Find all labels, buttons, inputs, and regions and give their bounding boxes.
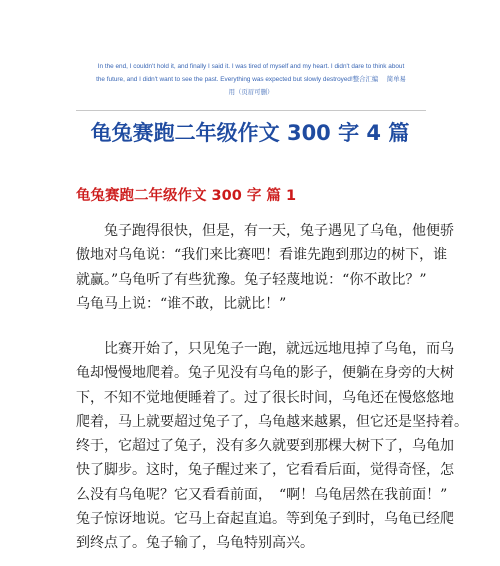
paragraph-2 bbox=[76, 337, 468, 556]
paragraph-line: 终于，它超过了兔子，没有多久就要到那棵大树下了，乌龟加 bbox=[76, 438, 454, 455]
paragraph-line: 傲地对乌龟说：“我们来比赛吧！看谁先跑到那边的树下，谁 bbox=[76, 247, 448, 264]
paragraph-1 bbox=[76, 219, 454, 316]
paragraph-line: 乌龟马上说：“谁不敢，比就比！” bbox=[76, 295, 287, 312]
paragraph-line: 快了脚步。这时，兔子醒过来了，它看看后面，觉得奇怪，怎 bbox=[76, 462, 454, 479]
header-line-2-chinese: 整合汇编 简单易 bbox=[352, 75, 406, 83]
page-header bbox=[78, 60, 424, 99]
header-line-3: 用（页眉可删） bbox=[228, 88, 274, 96]
section-title: 龟兔赛跑二年级作文 300 字 篇 1 bbox=[76, 188, 297, 204]
header-line-1: In the end, I couldn't hold it, and finally I said it. I was tired of myself and my heart. I didn't dare to think about bbox=[97, 63, 405, 70]
paragraph-line: 么没有乌龟呢？它又看看前面， “啊！乌龟居然在我前面！” bbox=[76, 486, 448, 503]
paragraph-line: 到终点了。兔子输了，乌龟特别高兴。 bbox=[76, 535, 314, 552]
header-line-2 bbox=[78, 73, 424, 86]
paragraph-line: 兔子惊讶地说。它马上奋起直追。等到兔子到时，乌龟已经爬 bbox=[76, 511, 454, 528]
paragraph-line: 比赛开始了，只见兔子一跑，就远远地甩掉了乌龟，而乌 bbox=[104, 341, 454, 357]
header-divider bbox=[76, 110, 426, 111]
document-title: 龟兔赛跑二年级作文 300 字 4 篇 bbox=[90, 121, 410, 145]
header-line-2-english: the future, and I didn't want to see the past. Everything was expected but slowly destroyed! bbox=[96, 76, 353, 83]
paragraph-line: 下，不知不觉地便睡着了。过了很长时间，乌龟还在慢悠悠地 bbox=[76, 389, 454, 406]
paragraph-line: 爬着，马上就要超过兔子了，乌龟越来越累，但它还是坚持着。 bbox=[76, 413, 468, 430]
paragraph-line: 龟却慢慢地爬着。兔子见没有乌龟的影子，便躺在身旁的大树 bbox=[76, 365, 454, 382]
paragraph-line: 就赢。”乌龟听了有些犹豫。兔子轻蔑地说：“你不敢比？” bbox=[76, 271, 427, 288]
paragraph-line: 兔子跑得很快，但是，有一天，兔子遇见了乌龟，他便骄 bbox=[104, 223, 454, 239]
